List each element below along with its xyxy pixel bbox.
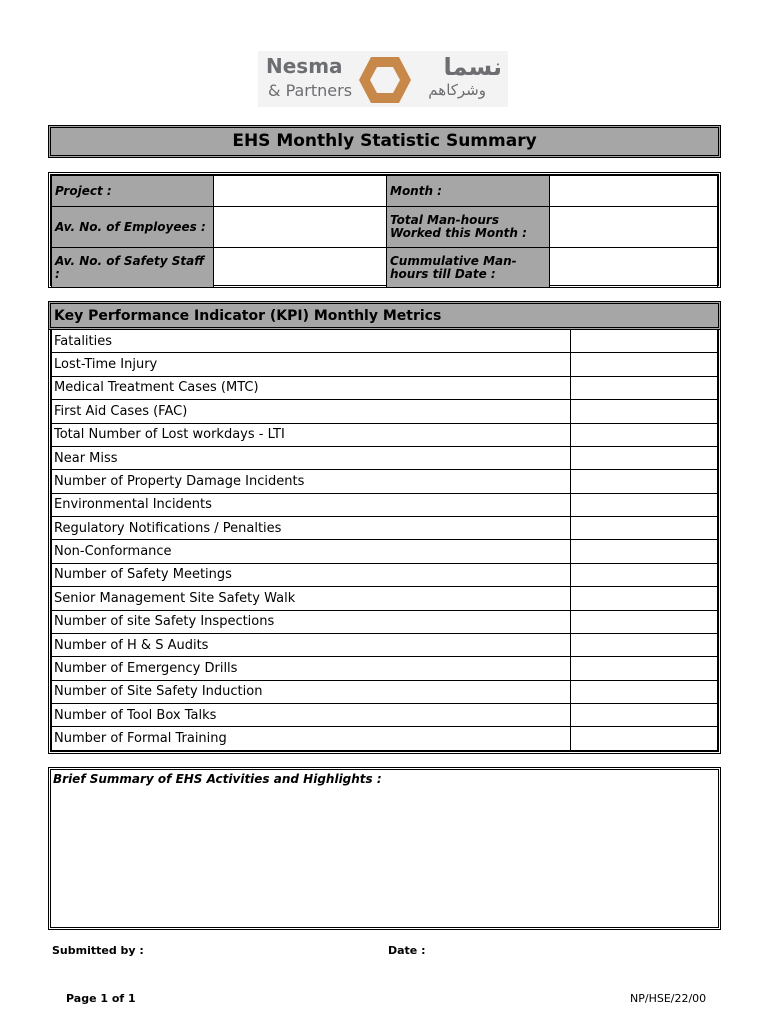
- company-logo: [258, 51, 508, 107]
- kpi-row: [52, 376, 718, 399]
- submitted-by-label: Submitted by :: [52, 944, 144, 957]
- logo-name-ar: نسما: [443, 53, 502, 81]
- kpi-row: [52, 493, 718, 516]
- kpi-row-value[interactable]: [571, 657, 718, 680]
- manhours-month-value[interactable]: [550, 207, 718, 248]
- kpi-row-label: Number of Site Safety Induction: [52, 680, 571, 703]
- kpi-row-label: Senior Management Site Safety Walk: [52, 587, 571, 610]
- kpi-row-value[interactable]: [571, 610, 718, 633]
- kpi-row-value[interactable]: [571, 680, 718, 703]
- page-number: Page 1 of 1: [66, 992, 136, 1005]
- kpi-row-label: Number of H & S Audits: [52, 633, 571, 656]
- kpi-row: [52, 423, 718, 446]
- kpi-row: [52, 517, 718, 540]
- employees-label: Av. No. of Employees :: [52, 207, 214, 248]
- kpi-row-value[interactable]: [571, 470, 718, 493]
- kpi-row-value[interactable]: [571, 330, 718, 353]
- kpi-row-value[interactable]: [571, 353, 718, 376]
- kpi-row-label: Non-Conformance: [52, 540, 571, 563]
- kpi-row-label: Number of site Safety Inspections: [52, 610, 571, 633]
- kpi-row: [52, 727, 718, 751]
- kpi-row-value[interactable]: [571, 563, 718, 586]
- kpi-row-label: Number of Safety Meetings: [52, 563, 571, 586]
- kpi-row-label: Fatalities: [52, 330, 571, 353]
- month-label: Month :: [387, 176, 550, 207]
- kpi-row-label: Regulatory Notifications / Penalties: [52, 517, 571, 540]
- kpi-row: [52, 633, 718, 656]
- kpi-row: [52, 680, 718, 703]
- kpi-table-body: [52, 330, 718, 751]
- logo-name-en-sub: & Partners: [268, 81, 353, 100]
- kpi-row-label: Total Number of Lost workdays - LTI: [52, 423, 571, 446]
- kpi-row: [52, 540, 718, 563]
- manhours-month-label: Total Man-hours Worked this Month :: [387, 207, 550, 248]
- summary-label: Brief Summary of EHS Activities and Highlights :: [53, 772, 382, 786]
- kpi-row-value[interactable]: [571, 493, 718, 516]
- hexagon-logo-icon: [357, 54, 413, 106]
- form-title: EHS Monthly Statistic Summary: [232, 131, 537, 151]
- summary-box[interactable]: [48, 767, 721, 930]
- kpi-row: [52, 610, 718, 633]
- kpi-row: [52, 704, 718, 727]
- kpi-row-value[interactable]: [571, 633, 718, 656]
- project-value[interactable]: [214, 176, 387, 207]
- kpi-row: [52, 330, 718, 353]
- kpi-table: [48, 329, 721, 754]
- kpi-row-label: Medical Treatment Cases (MTC): [52, 376, 571, 399]
- kpi-row: [52, 657, 718, 680]
- safety-staff-label: Av. No. of Safety Staff :: [52, 248, 214, 288]
- form-title-bar: [48, 125, 721, 158]
- kpi-heading-bar: [48, 301, 721, 330]
- kpi-row-label: Number of Property Damage Incidents: [52, 470, 571, 493]
- kpi-row: [52, 470, 718, 493]
- safety-staff-value[interactable]: [214, 248, 387, 288]
- kpi-row: [52, 353, 718, 376]
- kpi-row-value[interactable]: [571, 727, 718, 751]
- kpi-row: [52, 563, 718, 586]
- kpi-row-value[interactable]: [571, 423, 718, 446]
- logo-name-ar-sub: وشركاهم: [428, 81, 486, 99]
- logo-name-en: Nesma: [266, 54, 343, 78]
- project-label: Project :: [52, 176, 214, 207]
- kpi-row: [52, 587, 718, 610]
- kpi-row-value[interactable]: [571, 517, 718, 540]
- kpi-row-value[interactable]: [571, 587, 718, 610]
- document-code: NP/HSE/22/00: [630, 992, 707, 1005]
- manhours-cumulative-value[interactable]: [550, 248, 718, 288]
- month-value[interactable]: [550, 176, 718, 207]
- kpi-row-label: Environmental Incidents: [52, 493, 571, 516]
- kpi-row-label: Number of Emergency Drills: [52, 657, 571, 680]
- date-label: Date :: [388, 944, 426, 957]
- kpi-row-label: First Aid Cases (FAC): [52, 400, 571, 423]
- kpi-heading: Key Performance Indicator (KPI) Monthly Metrics: [54, 308, 442, 324]
- kpi-row-value[interactable]: [571, 704, 718, 727]
- employees-value[interactable]: [214, 207, 387, 248]
- project-info-table: [48, 172, 721, 288]
- kpi-row-value[interactable]: [571, 540, 718, 563]
- kpi-row-label: Number of Tool Box Talks: [52, 704, 571, 727]
- kpi-row-label: Lost-Time Injury: [52, 353, 571, 376]
- kpi-row: [52, 400, 718, 423]
- manhours-cumulative-label: Cummulative Man-hours till Date :: [387, 248, 550, 288]
- kpi-row-value[interactable]: [571, 400, 718, 423]
- kpi-row-value[interactable]: [571, 376, 718, 399]
- kpi-row-value[interactable]: [571, 446, 718, 469]
- kpi-row-label: Near Miss: [52, 446, 571, 469]
- kpi-row: [52, 446, 718, 469]
- kpi-row-label: Number of Formal Training: [52, 727, 571, 751]
